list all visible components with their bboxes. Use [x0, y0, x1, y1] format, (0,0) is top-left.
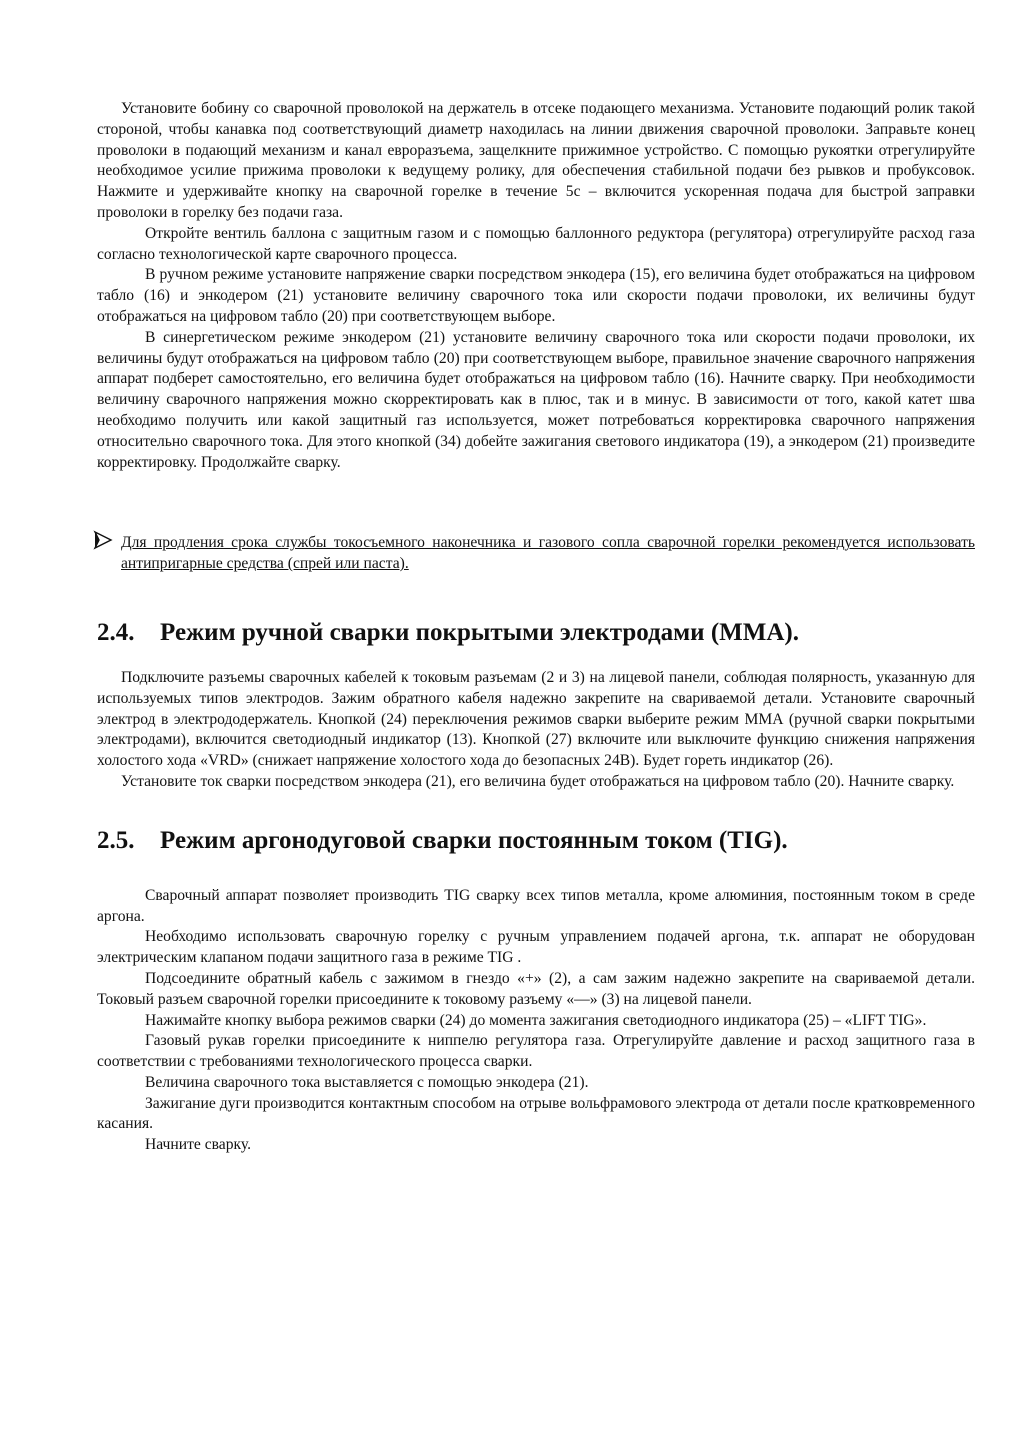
spacer — [97, 473, 975, 533]
document-page — [97, 99, 975, 1156]
section-2-4-paragraph-1: Подключите разъемы сварочных кабелей к токовым разъемам (2 и 3) на лицевой панели, соблюдая полярность, указанную для используемых типов электродов. Зажим обратного кабеля надежно закрепите на свариваемой детали. Установите сварочный электрод в электрододержатель. Кнопкой (24) переключения режимов сварки выберите режим ММА (ручной сварки покрытыми электродами), включится светодиодный индикатор (13). Кнопкой (27) включите или выключите функцию снижения напряжения холостого хода «VRD» (снижает напряжение холостого хода до безопасных 24В). Будет гореть индикатор (26). — [97, 668, 975, 770]
intro-paragraph-3: В ручном режиме установите напряжение сварки посредством энкодера (15), его величина будет отображаться на цифровом табло (16) и энкодером (21) установите величину сварочного тока или скорости подачи проволоки, их величины будут отображаться на цифровом табло (20) при соответствующем выборе. — [97, 266, 975, 325]
intro-paragraph-2: Откройте вентиль баллона с защитным газом и с помощью баллонного редуктора (регулятора) отрегулируйте расход газа согласно технологической карте сварочного процесса. — [97, 224, 975, 263]
intro-paragraph-1: Установите бобину со сварочной проволокой на держатель в отсеке подающего механизма. Установите подающий ролик такой стороной, чтобы канавка под соответствующий диаметр находилась на линии движения сварочной проволоки. Заправьте конец проволоки в подающий механизм и канал евроразъема, защелкните прижимное устройство. С помощью рукоятки отрегулируйте необходимое усилие прижима проволоки к ведущему ролику, для обеспечения стабильной подачи без рывков и пробуксовок. Нажмите и удерживайте кнопку на сварочной горелке в течение 5с – включится ускоренная подача для быстрой заправки проволоки в горелку без подачи газа. — [97, 100, 975, 221]
section-2-4-paragraph-2: Установите ток сварки посредством энкодера (21), его величина будет отображаться на цифровом табло (20). Начните сварку. — [121, 772, 955, 790]
section-2-4-title: Режим ручной сварки покрытыми электродами (ММА). — [160, 618, 799, 646]
section-2-5-paragraph-8: Начните сварку. — [145, 1136, 252, 1154]
section-2-5-paragraph-2: Необходимо использовать сварочную горелку с ручным управлением подачей аргона, т.к. аппарат не оборудован электрическим клапаном подачи защитного газа в режиме TIG . — [97, 928, 975, 967]
arrow-bullet-icon — [93, 530, 113, 550]
section-2-5-title: Режим аргонодуговой сварки постоянным током (TIG). — [160, 826, 788, 854]
section-2-5-number: 2.5. — [97, 826, 135, 854]
section-2-5-paragraph-4: Нажимайте кнопку выбора режимов сварки (24) до момента зажигания светодиодного индикатора (25) – «LIFT TIG». — [145, 1011, 927, 1029]
section-2-5-heading — [97, 826, 975, 856]
section-2-5-paragraph-3: Подсоедините обратный кабель с зажимом в гнездо «+» (2), а сам зажим надежно закрепите на свариваемой детали. Токовый разъем сварочной горелки присоедините к токовому разъему «—» (3) на лицевой панели. — [97, 969, 975, 1008]
note-text: Для продления срока службы токосъемного наконечника и газового сопла сварочной горелки рекомендуется использовать антипригарные средства (спрей или паста). — [121, 534, 975, 573]
section-2-5-paragraph-1: Сварочный аппарат позволяет производить TIG сварку всех типов металла, кроме алюминия, постоянным током в среде аргона. — [97, 886, 975, 925]
section-2-4-number: 2.4. — [97, 618, 135, 646]
section-2-4-heading — [97, 618, 975, 648]
section-2-5-paragraph-6: Величина сварочного тока выставляется с помощью энкодера (21). — [145, 1073, 589, 1091]
intro-paragraph-4: В синергетическом режиме энкодером (21) установите величину сварочного тока или скорости подачи проволоки, их величины будут отображаться на цифровом табло (20) при соответствующем выборе, правильное значение сварочного напряжения аппарат подберет самостоятельно, его величина будет отображаться на цифровом табло (16). Начните сварку. При необходимости величину сварочного напряжения можно скорректировать как в плюс, так и в минус. В зависимости от того, какой катет шва необходимо получить или какой защитный газ используется, может потребоваться корректировка сварочного напряжения относительно сварочного тока. Для этого кнопкой (34) добейте зажигания светового индикатора (19), а энкодером (21) произведите корректировку. Продолжайте сварку. — [97, 328, 975, 471]
section-2-5-paragraph-7: Зажигание дуги производится контактным способом на отрыве вольфрамового электрода от детали после кратковременного касания. — [97, 1094, 975, 1133]
note-block — [97, 533, 975, 575]
section-2-5-paragraph-5: Газовый рукав горелки присоедините к ниппелю регулятора газа. Отрегулируйте давление и расход защитного газа в соответствии с требованиями технологического процесса сварки. — [97, 1032, 975, 1071]
